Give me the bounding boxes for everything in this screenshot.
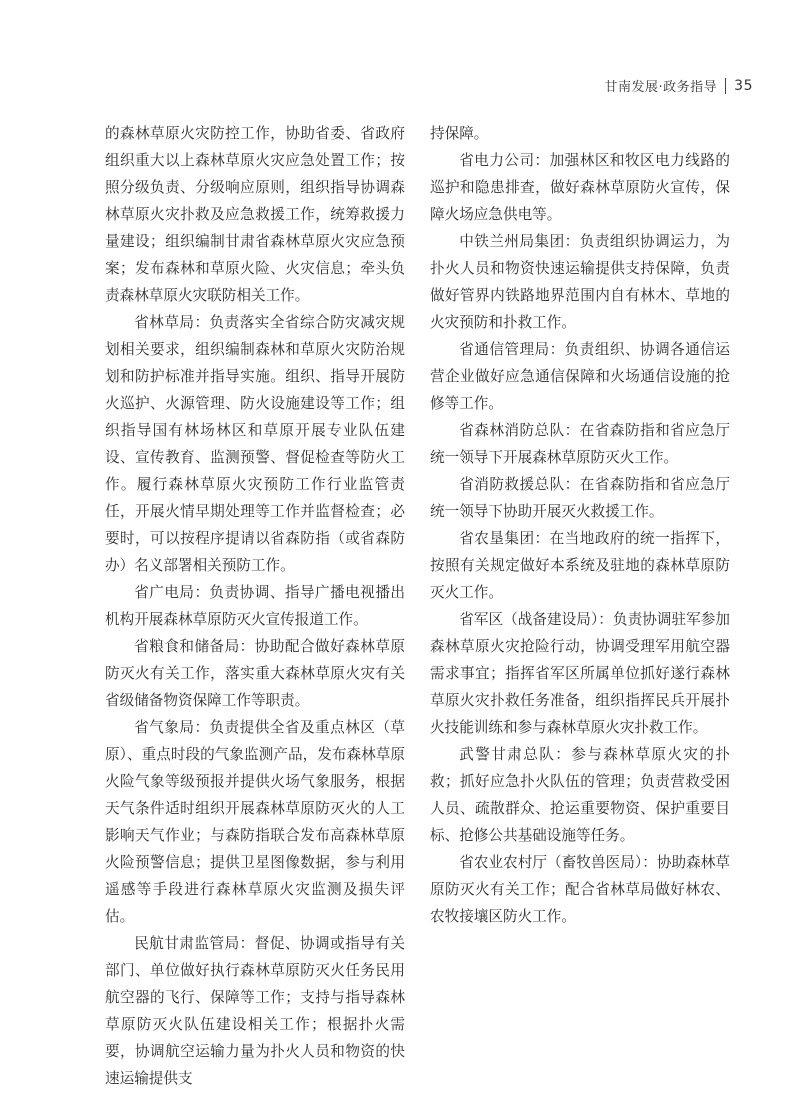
paragraph: 省通信管理局：负责组织、协调各通信运营企业做好应急通信保障和火场通信设施的抢修等工作。 [430, 341, 730, 412]
paragraph: 武警甘肃总队：参与森林草原火灾的扑救；抓好应急扑火队伍的管理；负责营救受困人员、疏散群众、抢运重要物资、保护重要目标、抢修公共基础设施等任务。 [430, 746, 730, 844]
paragraph: 省农垦集团：在当地政府的统一指挥下，按照有关规定做好本系统及驻地的森林草原防灭火工作。 [430, 530, 730, 601]
section-title: 甘南发展·政务指导 [604, 80, 718, 95]
paragraph: 省广电局：负责协调、指导广播电视播出机构开展森林草原防灭火宣传报道工作。 [105, 584, 405, 628]
left-column [105, 120, 405, 1092]
header-divider [725, 78, 726, 94]
paragraph: 省粮食和储备局：协助配合做好森林草原防灭火有关工作，落实重大森林草原火灾有关省级储备物资保障工作等职责。 [105, 638, 405, 709]
paragraph: 省军区（战备建设局）：负责协调驻军参加森林草原火灾抢险行动，协调受理军用航空器需求事宜；指挥省军区所属单位抓好遂行森林草原火灾扑救任务准备，组织指挥民兵开展扑火技能训练和参与森林草原火灾扑救工作。 [430, 611, 730, 736]
paragraph: 持保障。 [430, 125, 489, 142]
paragraph: 省电力公司：加强林区和牧区电力线路的巡护和隐患排查，做好森林草原防火宣传，保障火场应急供电等。 [430, 152, 730, 223]
paragraph: 省农业农村厅（畜牧兽医局）：协助森林草原防灭火有关工作；配合省林草局做好林农、农牧接壤区防火工作。 [430, 854, 730, 925]
paragraph: 省气象局：负责提供全省及重点林区（草原）、重点时段的气象监测产品，发布森林草原火险气象等级预报并提供火场气象服务，根据天气条件适时组织开展森林草原防灭火的人工影响天气作业；与森防指联合发布高森林草原火险预警信息；提供卫星图像数据，参与利用遥感等手段进行森林草原火灾监测及损失评估。 [105, 719, 405, 925]
paragraph: 省森林消防总队：在省森防指和省应急厅统一领导下开展森林草原防灭火工作。 [430, 422, 730, 466]
right-column [430, 120, 730, 930]
paragraph: 省林草局：负责落实全省综合防灾减灾规划相关要求，组织编制森林和草原火灾防治规划和防护标准并指导实施。组织、指导开展防火巡护、火源管理、防火设施建设等工作；组织指导国有林场林区和草原开展专业队伍建设、宣传教育、监测预警、督促检查等防火工作。履行森林草原火灾预防工作行业监管责任，开展火情早期处理等工作并监督检查；必要时，可以按程序提请以省森防指（或省森防办）名义部署相关预防工作。 [105, 314, 405, 574]
paragraph: 民航甘肃监管局：督促、协调或指导有关部门、单位做好执行森林草原防灭火任务民用航空器的飞行、保障等工作；支持与指导森林草原防灭火队伍建设相关工作；根据扑火需要，协调航空运输力量为扑火人员和物资的快速运输提供支 [105, 935, 405, 1087]
paragraph: 的森林草原火灾防控工作，协助省委、省政府组织重大以上森林草原火灾应急处置工作；按照分级负责、分级响应原则，组织指导协调森林草原火灾扑救及应急救援工作，统筹救援力量建设；组织编制甘肃省森林草原火灾应急预案；发布森林和草原火险、火灾信息；牵头负责森林草原火灾联防相关工作。 [105, 125, 405, 304]
paragraph: 省消防救援总队：在省森防指和省应急厅统一领导下协助开展灭火救援工作。 [430, 476, 730, 520]
paragraph: 中铁兰州局集团：负责组织协调运力，为扑火人员和物资快速运输提供支持保障，负责做好管界内铁路地界范围内自有林木、草地的火灾预防和扑救工作。 [430, 233, 730, 331]
running-header [605, 76, 753, 95]
page-number: 35 [734, 77, 753, 94]
